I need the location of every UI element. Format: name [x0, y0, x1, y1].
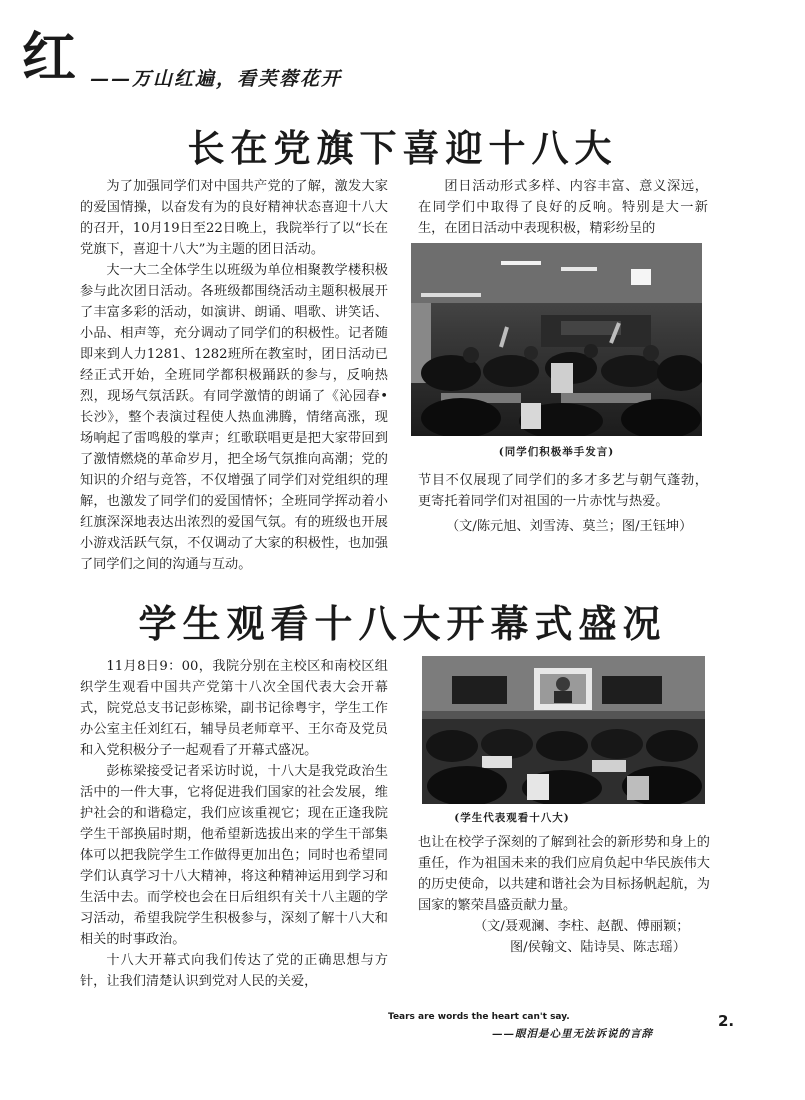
article2-credit-line1: （文/聂观澜、李柱、赵靓、傅丽颖；: [474, 919, 690, 934]
classroom-photo: [411, 243, 702, 436]
article2-left-column: [80, 656, 388, 992]
article1-right-bottom-paragraph: 节目不仅展现了同学们的多才多艺与朝气蓬勃，更寄托着同学们对祖国的一片赤忱与热爱。: [418, 473, 708, 509]
article2-photo-caption: (学生代表观看十八大): [454, 812, 570, 824]
article2-credit-line2: 图/侯翰文、陆诗昊、陈志瑶）: [510, 940, 686, 955]
lecture-hall-photo: [422, 656, 705, 804]
section-header-char: 红: [22, 25, 76, 89]
article1-credit: （文/陈元旭、刘雪涛、莫兰；图/王钰坤）: [446, 519, 693, 534]
article1-paragraph-1: 为了加强同学们对中国共产党的了解，激发大家的爱国情操，以奋发有为的良好精神状态喜迎十八大的召开，10月19日至22日晚上，我院举行了以“长在党旗下，喜迎十八大”为主题的团日活动。: [80, 179, 388, 257]
article1-right-bottom: [418, 470, 708, 537]
article2-paragraph-2: 彭栋梁接受记者采访时说，十八大是我党政治生活中的一件大事，它将促进我们国家的社会发展，维护社会的和谐稳定，我们应该重视它；现在正逢我院学生干部换届时期，他希望新选拔出来的学生干部集体可以把我院学生工作做得更加出色；同时也希望同学们认真学习十八大精神，将这种精神运用到学习和生活中去。而学校也会在日后组织有关十八主题的学习活动，希望我院学生积极参与，深刻了解十八大和相关的时事政治。: [80, 764, 388, 947]
article1-photo: [411, 243, 702, 436]
article2-paragraph-1: 11月8日9：00，我院分别在主校区和南校区组织学生观看中国共产党第十八次全国代表大会开幕式，院党总支书记彭栋梁，副书记徐粤宇，学生工作办公室主任刘红石，辅导员老师章平、王尔奇及党员和入党积极分子一起观看了开幕式盛况。: [80, 659, 388, 758]
article1-paragraph-2: 大一大二全体学生以班级为单位相聚教学楼积极参与此次团日活动。各班级都围绕活动主题积极展开了丰富多彩的活动，如演讲、朗诵、唱歌、讲笑话、小品、相声等，充分调动了同学们的积极性。记者随即来到人力1281、1282班所在教室时，团日活动已经正式开始，全班同学都积极踊跃的参与，反响热烈，现场气氛活跃。有同学激情的朗诵了《沁园春•长沙》，整个表演过程使人热血沸腾，情绪高涨，现场响起了雷鸣般的掌声；红歌联唱更是把大家带回到了激情燃烧的革命岁月，把全场气氛推向高潮；党的知识的介绍与竞答，不仅增强了同学们对党组织的理解，也激发了同学们的爱国情怀；全班同学挥动着小红旗深深地表达出浓烈的爱国气氛。有的班级也开展小游戏活跃气氛，不仅调动了大家的积极性，也加强了同学们之间的沟通与互动。: [80, 263, 388, 572]
footer-quote-english: Tears are words the heart can't say.: [388, 1012, 570, 1022]
article2-right-paragraph: 也让在校学子深刻的了解到社会的新形势和身上的重任，作为祖国未来的我们应肩负起中华民族伟大的历史使命，以共建和谐社会为目标扬帆起航，为国家的繁荣昌盛贡献力量。: [418, 835, 710, 913]
page-number: 2.: [718, 1012, 735, 1030]
article1-photo-caption: (同学们积极举手发言): [498, 446, 615, 458]
footer-quote-chinese: ——眼泪是心里无法诉说的言辞: [492, 1028, 653, 1040]
article2-photo: [422, 656, 705, 804]
article2-right-column: [418, 832, 710, 958]
article1-title: 长在党旗下喜迎十八大: [187, 126, 618, 170]
article1-left-column: [80, 176, 388, 575]
article2-title: 学生观看十八大开幕式盛况: [138, 601, 667, 646]
article2-paragraph-3: 十八大开幕式向我们传达了党的正确思想与方针，让我们清楚认识到党对人民的关爱，: [80, 953, 388, 989]
article1-right-paragraph: 团日活动形式多样、内容丰富、意义深远，在同学们中取得了良好的反响。特别是大一新生，在团日活动中表现积极，精彩纷呈的: [418, 179, 708, 236]
section-header-subtitle: ——万山红遍，看芙蓉花开: [90, 68, 343, 90]
article1-right-top: [418, 176, 708, 239]
